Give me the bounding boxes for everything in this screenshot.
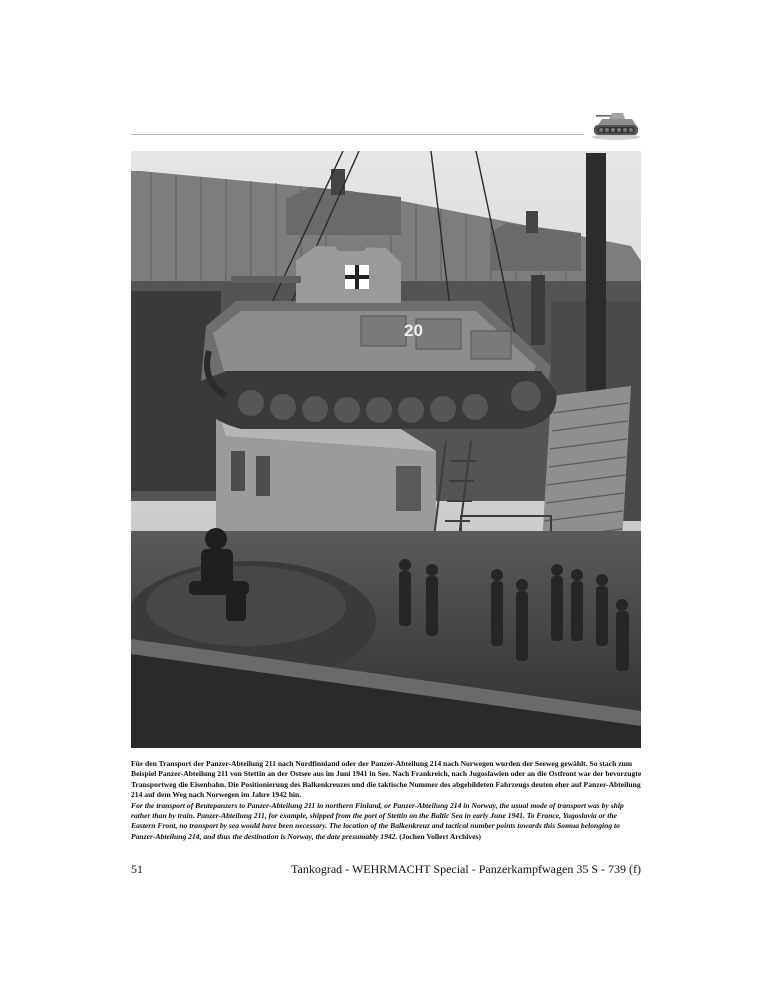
header-rule [131, 134, 584, 135]
page-number: 51 [131, 862, 143, 876]
running-footer-title: Tankograd - WEHRMACHT Special - Panzerkampfwagen 35 S - 739 (f) [291, 862, 641, 876]
photo-credit: (Jochen Vollert Archives) [399, 831, 481, 841]
archive-photo-tank-crane-lift [131, 151, 641, 748]
tank-thumbnail-icon [590, 108, 642, 142]
caption-english-text: For the transport of Beutepanzers to Panzer-Abteilung 211 in northern Finland, or Panzer-Abteilung 214 in Norway, the usual mode of transport was by ship rather than by train. Panzer-Abteilung 211, for example, shipped from the port of Stettin on the Baltic Sea in early June 1941. To France, Yugoslavia or the Eastern Front, no transport by sea would have been necessary. The location of the Balkenkreuz and tactical number points towards this Somua belonging to Panzer-Abteilung 214, and thus the destination is Norway, the date presumably 1942. [131, 800, 624, 841]
tank-tactical-number: 20 [404, 321, 423, 340]
caption-german: Für den Transport der Panzer-Abteilung 211 nach Nordfinnland oder der Panzer-Abteilung 214 nach Norwegen wurden der Seeweg gewählt. So stach zum Beispiel Panzer-Abteilung 211 von Stettin an der Ostsee aus im Juni 1941 in See. Nach Frankreich, nach Jugoslawien oder an die Ostfront war der bevorzugte Transportweg die Eisenbahn. Die Positionierung des Balkenkreuzes und die taktische Nummer des abgebildeten Fahrzeugs deuten eher auf Panzer-Abteilung 214 auf dem Weg nach Norwegen im Jahre 1942 hin. [131, 759, 642, 800]
caption-english [131, 801, 643, 843]
photo-caption [131, 759, 643, 842]
